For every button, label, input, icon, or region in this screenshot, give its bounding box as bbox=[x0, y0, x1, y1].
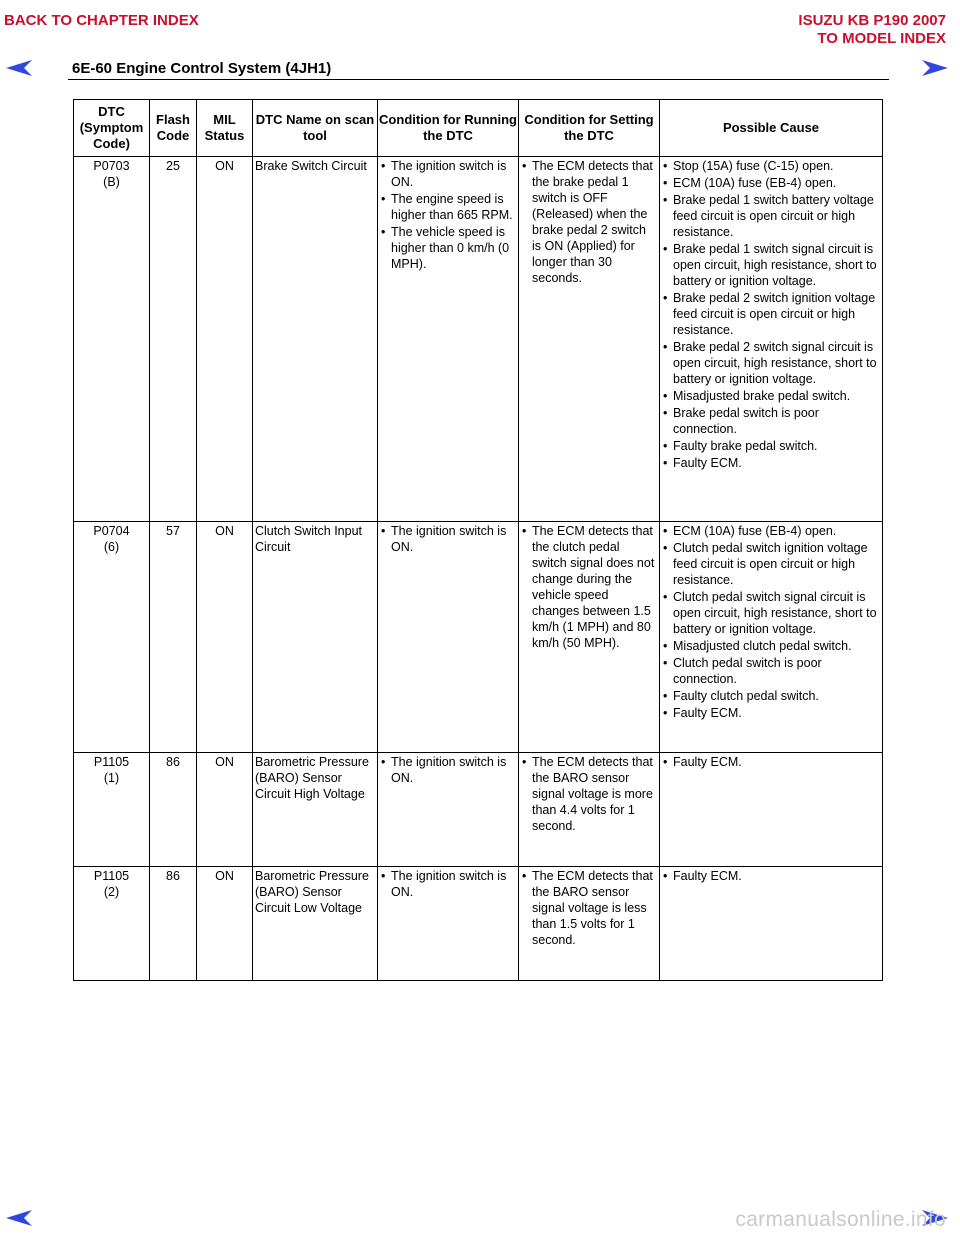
back-to-chapter-index-link[interactable]: BACK TO CHAPTER INDEX bbox=[4, 12, 199, 29]
list-item: • Faulty ECM. bbox=[662, 455, 880, 471]
list-item: • ECM (10A) fuse (EB-4) open. bbox=[662, 175, 880, 191]
header-possible-cause: Possible Cause bbox=[660, 100, 883, 157]
dtc-code: P1105 bbox=[93, 755, 130, 769]
list-item: • Brake pedal 2 switch signal circuit is open circuit, high resistance, short to battery or ignition voltage. bbox=[662, 339, 880, 387]
dtc-code-cell bbox=[74, 522, 150, 753]
list-item: • The ignition switch is ON. bbox=[380, 523, 516, 555]
list-item: • Brake pedal switch is poor connection. bbox=[662, 405, 880, 437]
setting-conditions bbox=[519, 867, 660, 981]
mil-status: ON bbox=[197, 522, 253, 753]
possible-causes bbox=[660, 753, 883, 867]
list-item: • The ignition switch is ON. bbox=[380, 754, 516, 786]
dtc-code-cell bbox=[74, 753, 150, 867]
list-item: • Stop (15A) fuse (C-15) open. bbox=[662, 158, 880, 174]
header-dtc: DTC (Symptom Code) bbox=[74, 100, 150, 157]
list-item: • ECM (10A) fuse (EB-4) open. bbox=[662, 523, 880, 539]
running-conditions bbox=[378, 157, 519, 522]
list-item: • Clutch pedal switch is poor connection. bbox=[662, 655, 880, 687]
mil-status: ON bbox=[197, 157, 253, 522]
dtc-code: P0703 bbox=[93, 159, 130, 173]
dtc-table bbox=[73, 99, 883, 981]
symptom-code: (1) bbox=[103, 771, 120, 785]
list-item: • Brake pedal 1 switch signal circuit is open circuit, high resistance, short to battery or ignition voltage. bbox=[662, 241, 880, 289]
list-item: • Faulty ECM. bbox=[662, 868, 880, 884]
header-mil-status: MIL Status bbox=[197, 100, 253, 157]
list-item: • The ignition switch is ON. bbox=[380, 158, 516, 190]
possible-causes bbox=[660, 867, 883, 981]
brand-header bbox=[798, 12, 946, 48]
dtc-name: Barometric Pressure (BARO) Sensor Circuit Low Voltage bbox=[253, 867, 378, 981]
dtc-code-cell bbox=[74, 157, 150, 522]
table-row bbox=[74, 157, 883, 522]
watermark: carmanualsonline.info bbox=[735, 1208, 946, 1231]
dtc-code-cell bbox=[74, 867, 150, 981]
setting-conditions bbox=[519, 522, 660, 753]
list-item: • Misadjusted clutch pedal switch. bbox=[662, 638, 880, 654]
list-item: • The ECM detects that the brake pedal 1 switch is OFF (Released) when the brake pedal 2 switch is ON (Applied) for longer than 30 seconds. bbox=[521, 158, 657, 286]
list-item: • Clutch pedal switch ignition voltage feed circuit is open circuit or high resistance. bbox=[662, 540, 880, 588]
to-model-index-link[interactable]: TO MODEL INDEX bbox=[817, 30, 946, 47]
dtc-code: P1105 bbox=[93, 869, 130, 883]
header-condition-running: Condition for Running the DTC bbox=[378, 100, 519, 157]
dtc-code: P0704 bbox=[93, 524, 130, 538]
possible-causes bbox=[660, 157, 883, 522]
flash-code: 86 bbox=[150, 867, 197, 981]
page-title: 6E-60 Engine Control System (4JH1) bbox=[72, 60, 332, 77]
header-dtc-name: DTC Name on scan tool bbox=[253, 100, 378, 157]
symptom-code: (2) bbox=[103, 885, 120, 899]
possible-causes bbox=[660, 522, 883, 753]
table-header-row bbox=[74, 100, 883, 157]
mil-status: ON bbox=[197, 867, 253, 981]
setting-conditions bbox=[519, 753, 660, 867]
list-item: • Clutch pedal switch signal circuit is open circuit, high resistance, short to battery or ignition voltage. bbox=[662, 589, 880, 637]
list-item: • Brake pedal 2 switch ignition voltage feed circuit is open circuit or high resistance. bbox=[662, 290, 880, 338]
list-item: • Brake pedal 1 switch battery voltage feed circuit is open circuit or high resistance. bbox=[662, 192, 880, 240]
list-item: • Faulty clutch pedal switch. bbox=[662, 688, 880, 704]
list-item: • The engine speed is higher than 665 RPM. bbox=[380, 191, 516, 223]
symptom-code: (6) bbox=[103, 540, 120, 554]
previous-page-arrow-icon[interactable] bbox=[4, 1208, 34, 1228]
symptom-code: (B) bbox=[103, 175, 120, 189]
list-item: • The vehicle speed is higher than 0 km/h (0 MPH). bbox=[380, 224, 516, 272]
dtc-name: Barometric Pressure (BARO) Sensor Circuit High Voltage bbox=[253, 753, 378, 867]
header-divider bbox=[68, 79, 889, 80]
list-item: • The ignition switch is ON. bbox=[380, 868, 516, 900]
header-flash-code: Flash Code bbox=[150, 100, 197, 157]
previous-page-arrow-icon[interactable] bbox=[4, 58, 34, 78]
list-item: • The ECM detects that the BARO sensor signal voltage is more than 4.4 volts for 1 second. bbox=[521, 754, 657, 834]
setting-conditions bbox=[519, 157, 660, 522]
list-item: • Faulty ECM. bbox=[662, 705, 880, 721]
flash-code: 25 bbox=[150, 157, 197, 522]
brand-title: ISUZU KB P190 2007 bbox=[798, 12, 946, 29]
list-item: • Faulty ECM. bbox=[662, 754, 880, 770]
dtc-name: Clutch Switch Input Circuit bbox=[253, 522, 378, 753]
table-row bbox=[74, 753, 883, 867]
running-conditions bbox=[378, 522, 519, 753]
list-item: • Faulty brake pedal switch. bbox=[662, 438, 880, 454]
list-item: • The ECM detects that the clutch pedal switch signal does not change during the vehicle speed changes between 1.5 km/h (1 MPH) and 80 km/h (50 MPH). bbox=[521, 523, 657, 651]
table-row bbox=[74, 867, 883, 981]
flash-code: 57 bbox=[150, 522, 197, 753]
mil-status: ON bbox=[197, 753, 253, 867]
list-item: • Misadjusted brake pedal switch. bbox=[662, 388, 880, 404]
running-conditions bbox=[378, 753, 519, 867]
dtc-name: Brake Switch Circuit bbox=[253, 157, 378, 522]
table-row bbox=[74, 522, 883, 753]
running-conditions bbox=[378, 867, 519, 981]
next-page-arrow-icon[interactable] bbox=[920, 58, 950, 78]
flash-code: 86 bbox=[150, 753, 197, 867]
list-item: • The ECM detects that the BARO sensor signal voltage is less than 1.5 volts for 1 second. bbox=[521, 868, 657, 948]
header-condition-setting: Condition for Setting the DTC bbox=[519, 100, 660, 157]
